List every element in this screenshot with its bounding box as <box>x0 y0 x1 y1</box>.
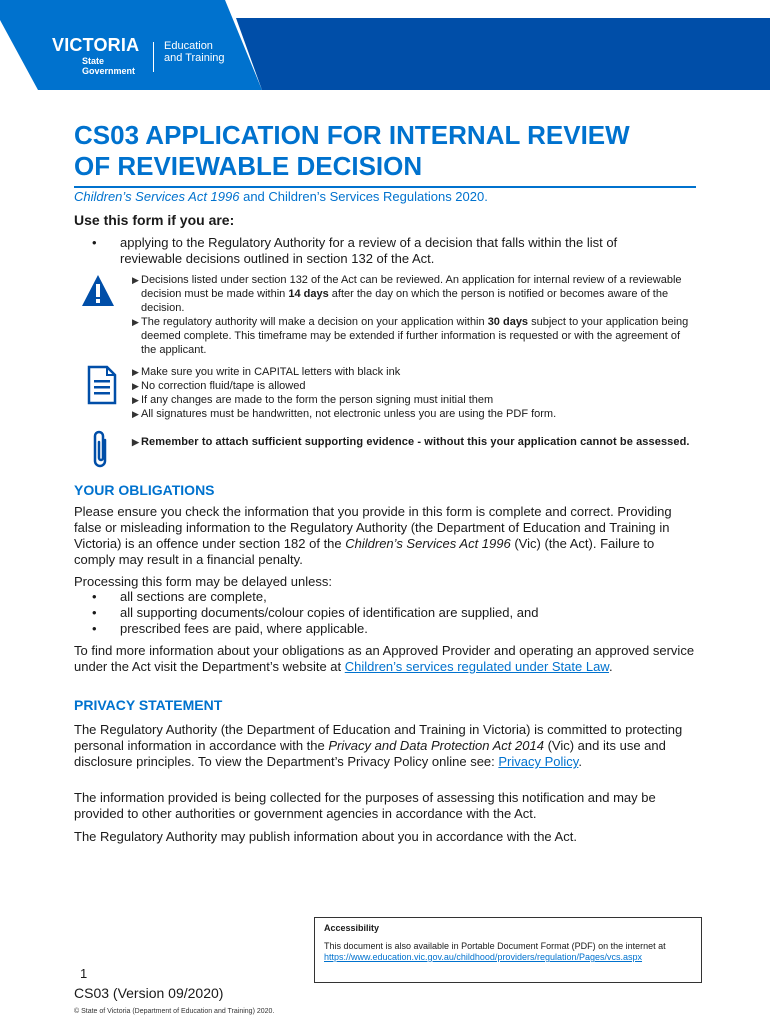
obligations-paragraph-3: To find more information about your obligations as an Approved Provider and operating an approved service under the Act visit the Department’s website at Children’s services regulated under State Law. <box>74 643 695 674</box>
instruction-item: ▶ If any changes are made to the form the person signing must initial them <box>132 394 494 406</box>
department-name: Education and Training <box>164 40 225 64</box>
obligations-paragraph-2: Processing this form may be delayed unless: <box>74 574 332 589</box>
privacy-paragraph-3: The Regulatory Authority may publish information about you in accordance with the Act. <box>74 829 577 844</box>
instruction-item: ▶ Make sure you write in CAPITAL letters with black ink <box>132 366 401 378</box>
logo-subtitle: State Government <box>82 56 136 76</box>
title-rule <box>74 186 696 188</box>
instruction-item: ▶ No correction fluid/tape is allowed <box>132 380 306 392</box>
paperclip-icon <box>88 428 114 470</box>
document-icon <box>87 365 117 405</box>
childrens-services-link[interactable]: Children’s services regulated under State Law <box>344 659 609 674</box>
list-item: • prescribed fees are paid, where applicable. <box>92 621 368 636</box>
privacy-paragraph-2: The information provided is being collected for the purposes of assessing this notification and may be provided to other authorities or government agencies in accordance with the Act. <box>74 790 656 821</box>
obligations-paragraph-1: Please ensure you check the information that you provide in this form is complete and correct. Providing false or misleading information to the Regulatory Authority (the Department of Education and Training in Victoria) is an offence under section 182 of the Children’s Services Act 1996 (Vic) (the Act). Failure to comply may result in a financial penalty. <box>74 504 672 567</box>
delay-conditions-list <box>92 589 652 637</box>
attach-evidence-note <box>132 435 698 449</box>
accessibility-text: This document is also available in Portable Document Format (PDF) on the internet at https://www.education.vic.gov.au/childhood/providers/regulation/Pages/vcs.aspx <box>324 941 666 962</box>
version-label: CS03 (Version 09/2020) <box>74 985 224 1001</box>
note-30-days: ▶ The regulatory authority will make a decision on your application within 30 days subject to your application being deemed complete. This timeframe may be extended if further information is requested or with the agreement of the applicant. <box>132 316 689 356</box>
accessibility-box <box>314 917 702 983</box>
note-14-days: ▶ Decisions listed under section 132 of the Act can be reviewed. An application for internal review of a reviewable decision must be made within 14 days after the day on which the person is notified or becomes aware of the decision. <box>132 274 682 314</box>
privacy-heading: PRIVACY STATEMENT <box>74 697 223 713</box>
attach-note-text: ▶ Remember to attach sufficient supporting evidence - without this your application cannot be assessed. <box>132 436 690 448</box>
use-form-heading: Use this form if you are: <box>74 212 235 228</box>
accessibility-url-link[interactable]: https://www.education.vic.gov.au/childhood/providers/regulation/Pages/vcs.aspx <box>324 952 643 962</box>
copyright-notice: © State of Victoria (Department of Education and Training) 2020. <box>74 1008 275 1015</box>
obligations-heading: YOUR OBLIGATIONS <box>74 482 215 498</box>
page-title: CS03 APPLICATION FOR INTERNAL REVIEW OF REVIEWABLE DECISION <box>74 120 630 181</box>
victoria-logo: VICTORIA <box>52 35 140 55</box>
form-instructions <box>132 365 698 421</box>
act-reference: Children’s Services Act 1996 and Children’s Services Regulations 2020. <box>74 189 488 204</box>
instruction-item: ▶ All signatures must be handwritten, not electronic unless you are using the PDF form. <box>132 408 557 420</box>
privacy-policy-link[interactable]: Privacy Policy <box>498 754 579 769</box>
privacy-paragraph-1: The Regulatory Authority (the Department of Education and Training in Victoria) is committed to protecting personal information in accordance with the Privacy and Data Protection Act 2014 (Vic) and its use and disclosure principles. To view the Department’s Privacy Policy online see: Privacy Policy. <box>74 722 683 769</box>
logo-divider <box>153 42 154 72</box>
warning-icon <box>80 273 116 309</box>
use-form-bullet: • applying to the Regulatory Authority for a review of a decision that falls within the list of reviewable decisions outlined in section 132 of the Act. <box>92 235 618 266</box>
page-number: 1 <box>80 966 88 981</box>
warning-notes <box>132 273 698 357</box>
list-item: • all supporting documents/colour copies of identification are supplied, and <box>92 605 539 620</box>
accessibility-heading: Accessibility <box>324 923 380 933</box>
list-item: • all sections are complete, <box>92 589 267 604</box>
